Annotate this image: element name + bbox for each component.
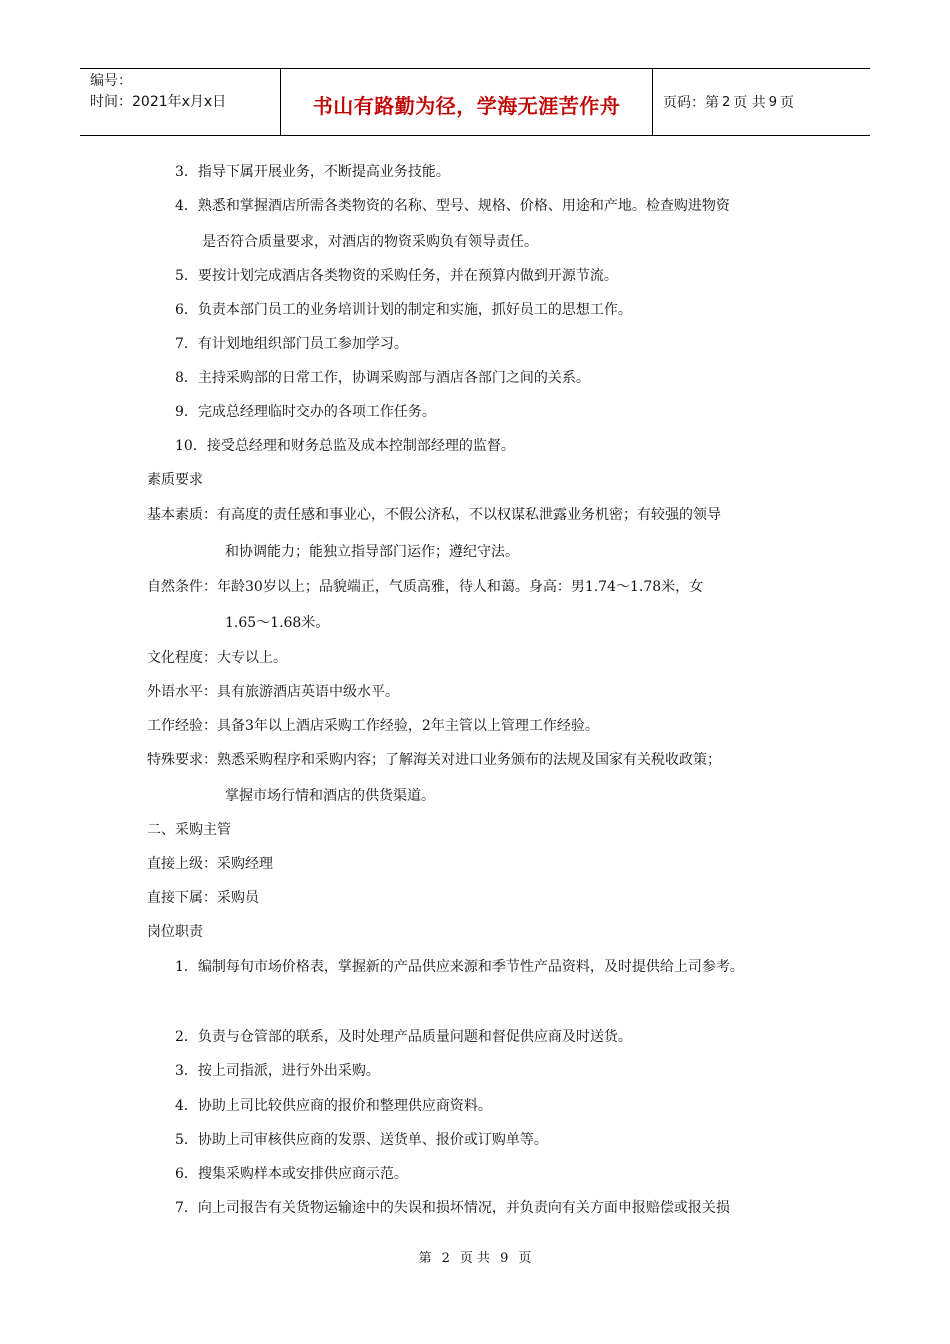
duty-item: 4．协助上司比较供应商的报价和整理供应商资料。 (175, 1098, 492, 1114)
requirement-item: 自然条件：年龄30岁以上；品貌端正，气质高雅，待人和蔼。身高：男1.74～1.78米，女 (147, 579, 704, 595)
requirement-continuation: 和协调能力；能独立指导部门运作；遵纪守法。 (225, 544, 519, 560)
document-number-label: 编号： (90, 73, 132, 89)
requirement-item: 外语水平：具有旅游酒店英语中级水平。 (147, 684, 399, 700)
duty-item: 4．熟悉和掌握酒店所需各类物资的名称、型号、规格、价格、用途和产地。检查购进物资 (175, 198, 730, 214)
duty-item: 7．向上司报告有关货物运输途中的失误和损坏情况，并负责向有关方面申报赔偿或报关损 (175, 1200, 730, 1216)
requirement-item: 文化程度：大专以上。 (147, 650, 287, 666)
header-page-current: 2 (722, 94, 731, 110)
header-page-prefix: 页码：第 (663, 95, 719, 111)
header-page-total: 9 (768, 94, 778, 110)
duty-item: 8．主持采购部的日常工作，协调采购部与酒店各部门之间的关系。 (175, 370, 590, 386)
footer-total-pages: 9 (500, 1251, 509, 1266)
footer-mid: 页 共 (459, 1251, 491, 1266)
page-footer (0, 1247, 950, 1266)
footer-prefix: 第 (418, 1251, 432, 1266)
duty-item: 5．要按计划完成酒店各类物资的采购任务，并在预算内做到开源节流。 (175, 268, 618, 284)
duty-item: 6．搜集采购样本或安排供应商示范。 (175, 1166, 408, 1182)
requirement-item: 基本素质：有高度的责任感和事业心，不假公济私，不以权谋私泄露业务机密；有较强的领导 (147, 507, 721, 523)
duty-item: 9．完成总经理临时交办的各项工作任务。 (175, 404, 436, 420)
footer-suffix: 页 (518, 1251, 532, 1266)
duty-item: 6．负责本部门员工的业务培训计划的制定和实施，抓好员工的思想工作。 (175, 302, 632, 318)
section-heading: 二、采购主管 (147, 822, 231, 838)
footer-current-page: 2 (441, 1251, 450, 1266)
duty-item-continuation: 是否符合质量要求，对酒店的物资采购负有领导责任。 (202, 234, 538, 250)
reporting-line: 直接下属：采购员 (147, 890, 259, 906)
duty-item: 7．有计划地组织部门员工参加学习。 (175, 336, 408, 352)
header-page-mid: 页 共 (733, 95, 766, 111)
requirement-item: 特殊要求：熟悉采购程序和采购内容；了解海关对进口业务颁布的法规及国家有关税收政策； (147, 752, 721, 768)
header-page-suffix: 页 (780, 95, 795, 111)
requirement-continuation: 1.65～1.68米。 (225, 615, 330, 631)
duty-item: 3．按上司指派，进行外出采购。 (175, 1063, 380, 1079)
requirement-continuation: 掌握市场行情和酒店的供货渠道。 (225, 788, 435, 804)
requirement-item: 工作经验：具备3年以上酒店采购工作经验，2年主管以上管理工作经验。 (147, 718, 599, 734)
duty-item: 1．编制每旬市场价格表，掌握新的产品供应来源和季节性产品资料，及时提供给上司参考。 (175, 959, 744, 975)
document-date: 时间：2021年x月x日 (90, 94, 227, 110)
header-motto: 书山有路勤为径，学海无涯苦作舟 (281, 69, 653, 135)
reporting-line: 直接上级：采购经理 (147, 856, 273, 872)
duty-item: 2．负责与仓管部的联系，及时处理产品质量问题和督促供应商及时送货。 (175, 1029, 632, 1045)
duty-item: 10．接受总经理和财务总监及成本控制部经理的监督。 (175, 438, 515, 454)
section-heading: 素质要求 (147, 472, 203, 488)
duty-item: 5．协助上司审核供应商的发票、送货单、报价或订购单等。 (175, 1132, 548, 1148)
section-heading: 岗位职责 (147, 924, 203, 940)
duty-item: 3．指导下属开展业务，不断提高业务技能。 (175, 164, 450, 180)
